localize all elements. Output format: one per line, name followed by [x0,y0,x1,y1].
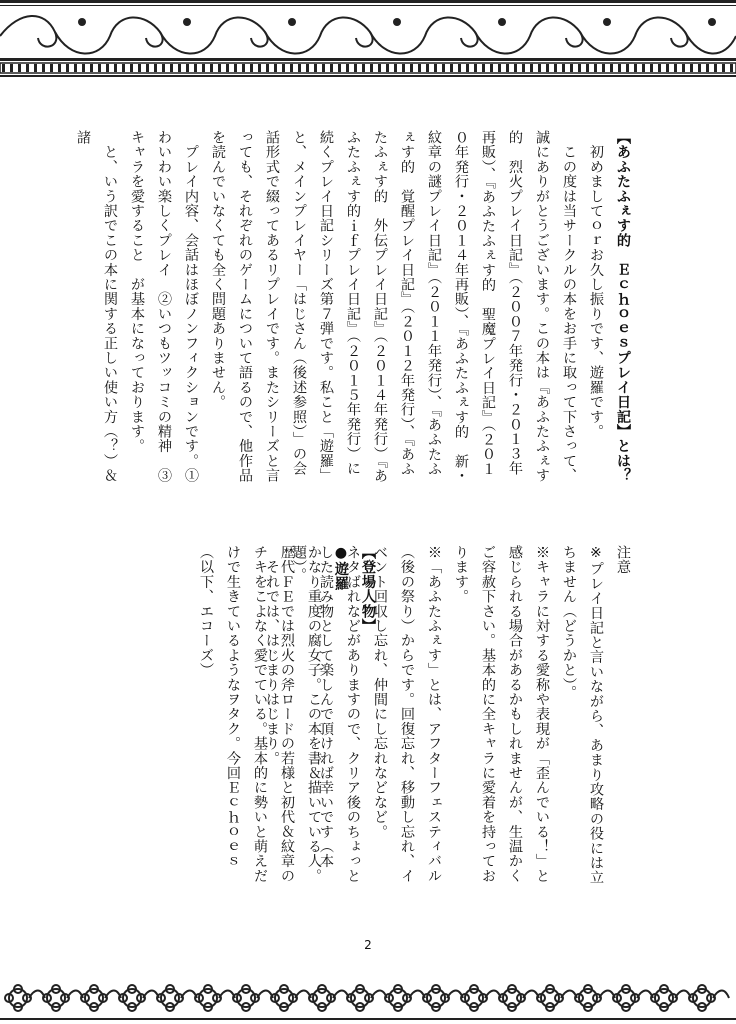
top-ornamental-border [0,0,736,82]
intro-paragraph: この度は当サークルの本をお手に取って下さって、誠にありがとうございます。この本は『あふたふぇす的 烈火プレイ日記』（２００７年発行・２０１３年再販）、『あふたふぇす的 聖魔プレイ日記』（２０１０年発行・２０１４年再販）、『あふたふぇす的 新・紋章の謎プレイ日記』（２０１１年発行）、『あふたふぇす的 覚醒プレイ日記』（２０１２年発行）、『あふたふぇす的 外伝プレイ日記』（２０１４年発行）『あふたふぇす的ｉｆプレイ日記』（２０１５年発行）に続くプレイ日記シリーズ第７弾です。私こと「遊羅」と、メインプレイヤー「はじさん（後述参照）」の会話形式で綴ってあるリプレイです。またシリーズと言っても、それぞれのゲームについて語るので、他作品を読んでいなくても全く問題ありません。 [210,130,577,484]
notes-title: 注意 [615,545,631,575]
characters-heading: 【登場人物】 [360,545,376,634]
section-heading: 【あふたふぇす的 Ｅｃｈｏｅｓプレイ日記】とは？ [615,130,631,483]
play-policy-paragraph: プレイ内容、会話はほぼノンフィクションです。①わいわい楽しくプレイ ②いつもツッコミの精神 ③キャラを愛すること が基本になっております。 [129,130,199,483]
intro-section [75,130,636,485]
character-name: ●遊羅 [333,545,349,591]
usage-paragraph: と、いう訳でこの本に関する正しい使い方（？）＆諸 [75,130,118,483]
page-number: 2 [364,938,372,952]
intro-greeting: 初めましてｏｒお久し振りです、遊羅です。 [588,130,604,439]
closing-line: それでは、はじまりはじまり。 [264,545,280,766]
note-item: ※プレイ日記と言いながら、あまり攻略の役には立ちません（どうかと）。 [561,545,604,885]
characters-section [131,545,381,895]
note-item: ※「あふたふぇす」とは、アフターフェスティバル（後の祭り）からです。回復忘れ、移動し忘れ、イベント回収し忘れ、仲間にし忘れなどなど。 [372,545,442,884]
bottom-ornamental-border [0,958,736,1024]
note-item: ネタばれなどがありますので、クリア後のちょっとした読み物として楽しんで頂ければ幸いです（本題）。 [291,545,361,884]
note-item: ※キャラに対する愛称や表現が「歪んでいる！」と感じられる場合があるかもしれませんが、生温かくご容赦下さい。基本的に全キャラに愛着を持っております。 [453,545,550,884]
character-description: かなり重度の腐女子。この本を書＆描いている人。歴代ＦＥでは烈火の斧ロードの若様と初代＆紋章のチキをこよなく愛でている。基本的に勢いと萌えだけで生きているようなヲタク。今回Ｅｃｈｏｅｓ（以下、エコーズ） [198,545,322,884]
